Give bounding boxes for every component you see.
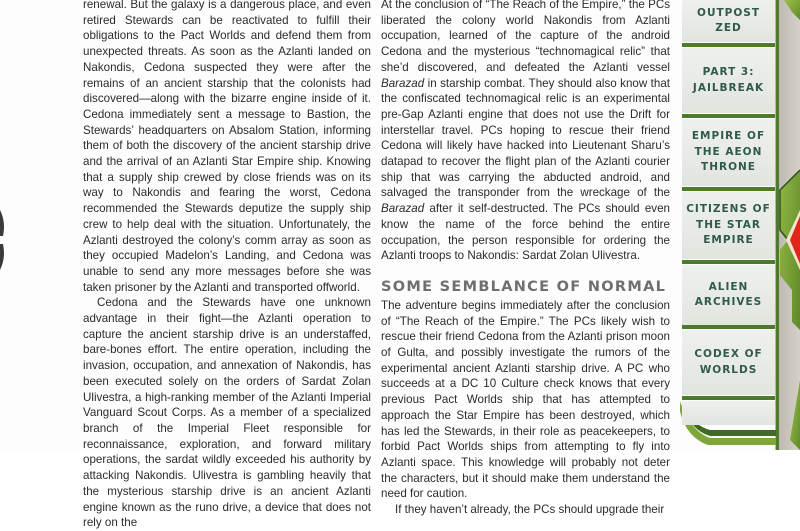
tab-separator [682, 396, 775, 400]
tab-label: THE AEON [694, 145, 763, 158]
tab-separator [682, 325, 775, 329]
body-paragraph: The adventure begins immediately after the conclusion of “The Reach of the Empire.” The PCs likely wish to rescue their friend Cedona from the Azlanti prison moon of Gulta, and possibly investigate the rumors of the experimental ancient Azlanti starship drive. A PC who succeeds at a DC 10 Culture check knows that every previous Pact Worlds ship that has attempted to approach the Star Empire has been destroyed, which has led the Stewards, in their role as peacekeepers, to forbid Pact Worlds ships from attempting to fly into Azlanti space. This knowledge will probably not deter the characters, but it should make them understand the need for caution. [381, 298, 670, 501]
ship-name: Barazad [381, 76, 425, 90]
tab-footer-plate [682, 401, 775, 425]
intro-text: in starship combat. They should also know that the confiscated technomagical relic is an experimental pre-Gap Azlanti engine that does not use the Drift for interstellar travel. PCs hoping to rescue their friend Cedona will likely have hacked into Lieutenant Sharu’s datapad to recover the flight plan of the Azlanti courier ship that was carrying the abducted android, and salvaged the transponder from the wreckage of the [381, 76, 670, 200]
body-paragraph: If they haven’t already, the PCs should upgrade their [395, 503, 665, 517]
right-column [381, 0, 670, 518]
tab-separator [682, 260, 775, 264]
tab-label: CITIZENS OF [686, 203, 771, 216]
tab-empire-of-the-aeon-throne[interactable] [682, 119, 775, 186]
tab-label: THE STAR [696, 218, 761, 231]
tab-citizens-of-the-star-empire[interactable] [682, 192, 775, 259]
body-paragraph: Cedona and the Stewards have one unknown advantage in their fight—the Azlanti operation to capture the ancient starship drive is an understaffed, bare-bones effort. The entire operation, including the invasion, occupation, and annexation of Nakondis, has been executed solely on the orders of Sardat Zolan Ulivestra, a high-ranking member of the Azlanti Imperial Vanguard Scout Corps. As a member of a specialized branch of the Imperial Fleet responsible for reconnaissance, exploration, and forward military operations, the sardat wildly exceeded his authority by attacking Nakondis. Ulivestra is gambling heavily that the mysterious starship drive is an ancient Azlanti engine known as the runo drive, a device that does not rely on the [83, 296, 371, 530]
tab-label: ARCHIVES [694, 296, 763, 308]
intro-paragraph [381, 0, 670, 264]
body-paragraph: renewal. But the galaxy is a dangerous place, and even retired Stewards can be reactivated to fulfill their obligations to the Pact Worlds and defend them from unexpected threats. As soon as the Azlanti landed on Nakondis, Cedona suspected they were after the remains of an ancient starship that the colonists had discovered—along with the bizarre engine inside of it. Cedona immediately sent a message to Bastion, the Stewards’ headquarters on Absalom Station, informing them of both the discovery of the ancient starship drive and the arrival of an Azlanti Star Empire ship. Knowing that a supply ship crewed by close friends was on its way to Nakondis and fearing the worst, Cedona recommended the Stewards deputize the supply ship crew to help deal with the situation. Unfortunately, the Azlanti destroyed the colony’s comm array as soon as they occupied Madelon’s Landing, and Cedona was unable to send any more messages before she was taken prisoner by the Azlanti and transported offworld. [83, 0, 371, 294]
tab-outpost-zed[interactable] [682, 0, 775, 42]
tab-label: ALIEN [708, 280, 749, 293]
tab-codex-of-worlds[interactable] [682, 330, 775, 395]
tab-label: CODEX OF [694, 348, 763, 360]
tab-label: OUTPOST [697, 6, 760, 19]
intro-text: after it self-destructed. The PCs should even know the name of the force behind the entire occupation, the person responsible for ordering the Azlanti troops to Nakondis: Sardat Zolan Ulivestra. [381, 202, 670, 263]
tab-separator [682, 187, 775, 191]
tab-label: EMPIRE [703, 234, 754, 247]
tab-part-3-jailbreak[interactable] [682, 48, 775, 113]
section-heading: SOME SEMBLANCE OF NORMAL [381, 278, 667, 295]
intro-text: At the conclusion of “The Reach of the Empire,” the PCs liberated the colony world Nakondis from Azlanti occupation, learned of the capture of the android Cedona and the mysterious “technomagical relic” that she’d discovered, and defeated the Azlanti vessel [381, 0, 670, 74]
tab-separator [682, 43, 775, 47]
ship-name: Barazad [381, 202, 425, 216]
tab-label: EMPIRE OF [691, 130, 766, 143]
tab-label: ZED [715, 22, 742, 34]
binding-ornament-icon [0, 210, 8, 270]
tab-label: JAILBREAK [692, 81, 765, 94]
tab-alien-archives[interactable] [682, 265, 775, 325]
tab-label: WORLDS [699, 363, 758, 376]
tab-separator [682, 114, 775, 118]
left-column [83, 0, 371, 531]
tab-label: PART 3: [702, 66, 755, 78]
chapter-sidebar [680, 0, 800, 450]
tab-label: THRONE [701, 161, 756, 174]
